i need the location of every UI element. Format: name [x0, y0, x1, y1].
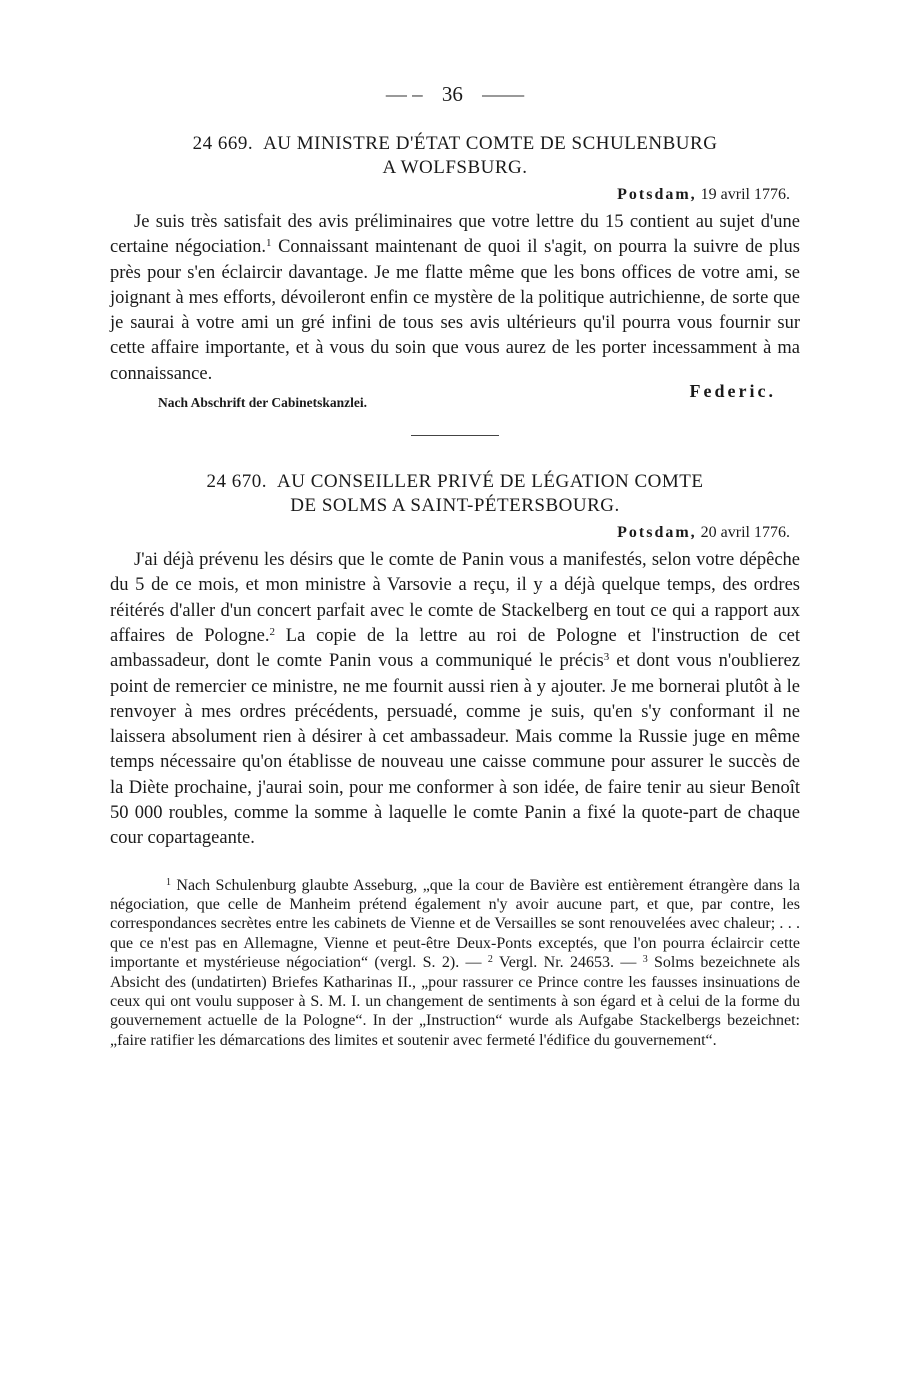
footnote-text-1: Nach Schulenburg glaubte Asseburg, „que la cour de Bavière est entièrement étrangère dans la négociation, que celle de Manheim prétend également n'y avoir aucune part, et que, par contre, les correspondances secrètes entre les cabinets de Vienne et de Versailles se sont renouvelées avec chaleur; . . . que ce n'est pas en Allemagne, Vienne et peut-être Deux-Ponts exceptés, que l'on pourra éclaircir cette importante et mystérieuse négociation“ (vergl. S. 2). — [110, 876, 800, 972]
letter1-text-a: Je suis très satisfait des avis préliminaires que votre lettre du 15 contient au sujet d'une certaine négociation. [110, 212, 800, 258]
letter1-date: 19 avril 1776. [700, 186, 790, 203]
letter1-place: Potsdam, [617, 186, 697, 203]
letter1-heading [110, 132, 800, 180]
footnote-block [110, 876, 800, 1051]
letter2-dateline [110, 524, 790, 542]
letter1-text-b: Connaissant maintenant de quoi il s'agit, on pourra la suivre de plus près pour s'en éclaircir davantage. Je me flatte même que les bons offices de votre ami, se joignant à mes efforts, dévoileront enfin ce mystère de la politique autrichienne, de sorte que je saurai à votre ami un gré infini de tous ses avis ultérieurs qu'il pourra vous fournir sur cette affaire importante, et à vous du soin que vous aurez de les porter incessamment à ma connaissance. [110, 237, 801, 384]
section-divider [411, 435, 499, 436]
letter2-text-a: J'ai déjà prévenu les désirs que le comte de Panin vous a manifestés, selon votre dépêche du 5 de ce mois, et mon ministre à Varsovie a reçu, il y a déjà quelque temps, des ordres réitérés d'aller d'un concert parfait avec le comte de Stackelberg en tout ce qui a rapport aux affaires de Pologne. [110, 550, 800, 646]
letter2-heading [110, 470, 800, 518]
footnote-text-2: Vergl. Nr. 24653. — [492, 954, 643, 972]
letter1-source-note: Nach Abschrift der Cabinetskanzlei. [158, 395, 368, 411]
footnote-ref-2[interactable]: 2 [269, 625, 275, 638]
page-number: 36 [441, 82, 463, 106]
footnotes [110, 876, 800, 1051]
letter1-closing [110, 381, 800, 417]
letter1-signature: Federic. [689, 381, 776, 402]
letter2-text-c: et dont vous n'oublierez point de remercier ce ministre, ne me fournit aussi rien à y ajouter. Je me bornerai plutôt à le renvoyer à mes ordres précédents, persuadé, comme je suis, qu'en s'y conformant il ne laissera absolument rien à désirer à cet ambassadeur. Mais comme la Russie juge en même temps nécessaire qu'on établisse de nouveau une caisse commune pour assurer le succès de la Diète prochaine, j'aurai soin, pour me conformer à son idée, de faire tenir au sieur Benoît 50 000 roubles, comme la somme à laquelle le comte Panin a fixé la quote-part de chaque cour copartageante. [110, 651, 800, 849]
header-left-dashes: — – [385, 82, 423, 106]
footnote-mark-3: 3 [642, 954, 648, 966]
footnote-mark-2: 2 [487, 954, 493, 966]
header-right-dash: —— [482, 82, 525, 106]
letter2-date: 20 avril 1776. [700, 524, 790, 542]
letter2-place: Potsdam, [617, 524, 697, 542]
letter1-title-line1: AU MINISTRE D'ÉTAT COMTE DE SCHULENBURG [263, 133, 718, 154]
letter2-number: 24 670. [206, 471, 268, 493]
footnote-ref-1[interactable]: 1 [266, 237, 272, 250]
footnote-mark-1: 1 [166, 876, 171, 888]
letter2-title-line1: AU CONSEILLER PRIVÉ DE LÉGATION COMTE [277, 471, 704, 493]
letter2-body [110, 548, 800, 852]
letter1-title-line2: A WOLFSBURG. [382, 157, 528, 178]
document-page [110, 82, 800, 1050]
letter1-paragraph [110, 210, 800, 387]
footnote-text-3: Solms bezeichnete als Absicht des (undatirten) Briefes Katharinas II., „pour rassurer ce Prince contre les fausses insinuations de ceux qui ont voulu supposer à S. M. I. un changement de sentiments à son égard et à celui de la forme du gouvernement actuelle de la Pologne“. In der „Instruction“ wurde als Aufgabe Stackelbergs bezeichnet: „faire ratifier les démarcations des limites et soutenir avec fermeté l'édifice du gouvernement“. [110, 954, 800, 1049]
letter2-title-line2: DE SOLMS A SAINT-PÉTERSBOURG. [290, 495, 620, 517]
letter2-text-b: La copie de la lettre au roi de Pologne et l'instruction de cet ambassadeur, dont le comte Panin vous a communiqué le précis [110, 625, 800, 672]
footnote-ref-3[interactable]: 3 [603, 651, 610, 664]
page-header [110, 82, 800, 112]
letter1-number: 24 669. [192, 133, 254, 154]
letter1-dateline [110, 186, 790, 204]
letter2-paragraph [110, 548, 800, 852]
letter1-body [110, 210, 800, 387]
